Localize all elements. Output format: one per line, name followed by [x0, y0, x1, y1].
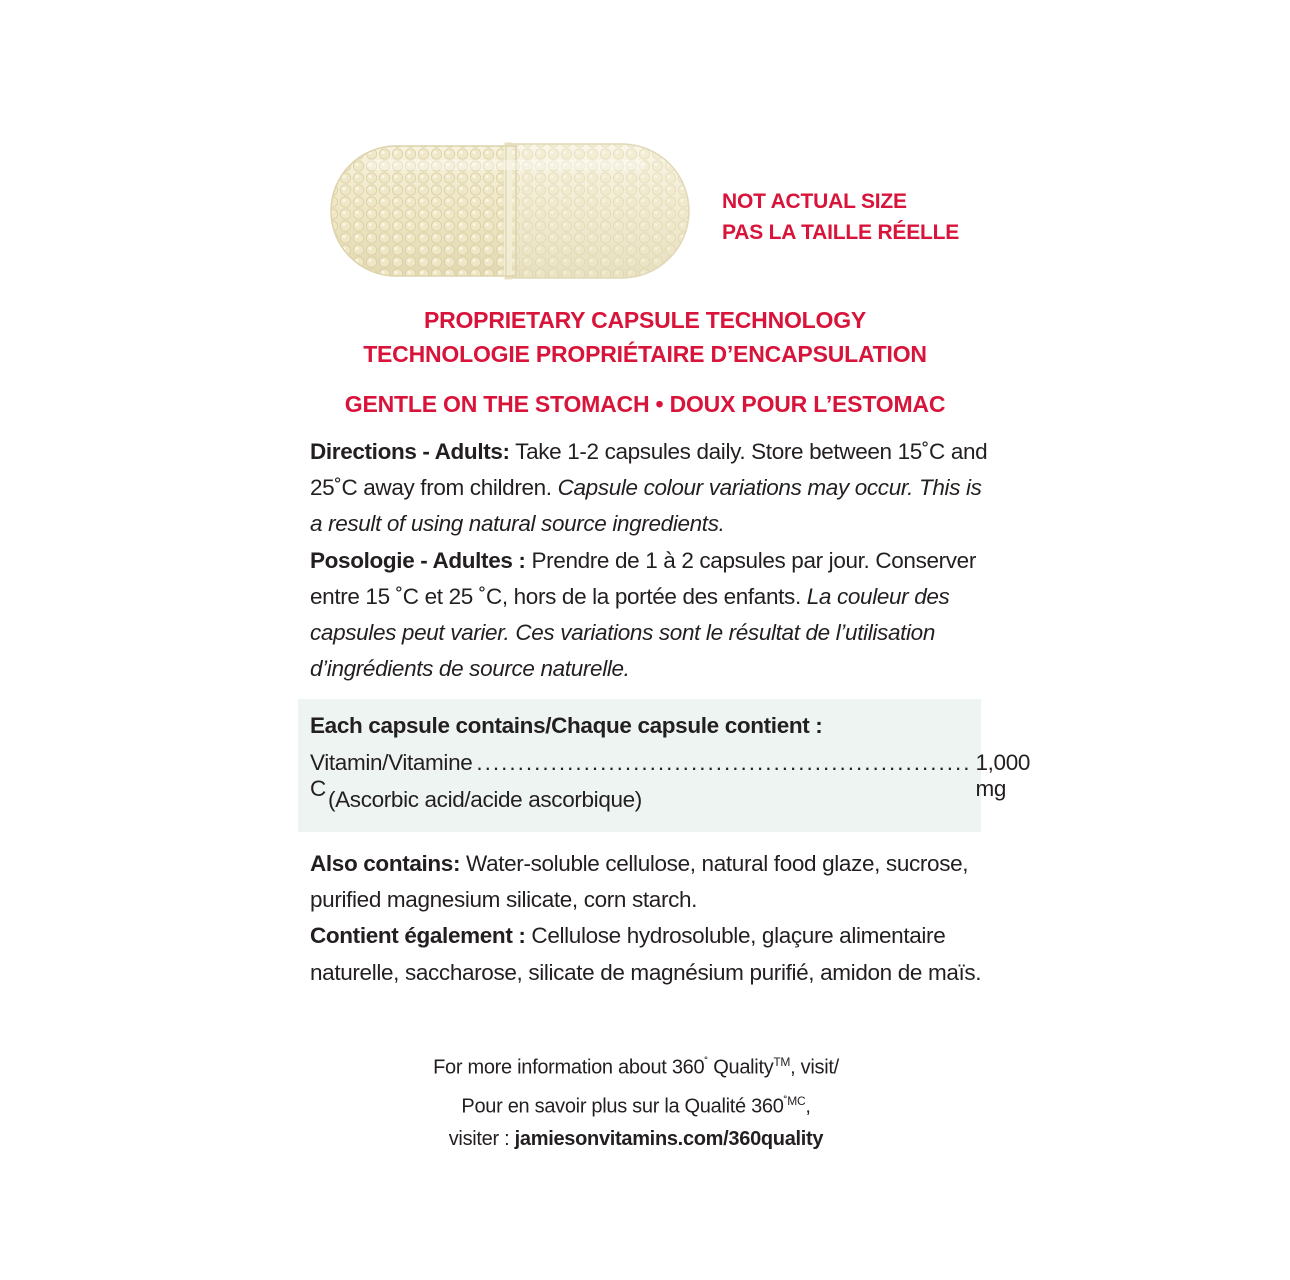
footer-text: Quality — [708, 1056, 774, 1079]
footer-text: , — [805, 1095, 811, 1118]
footer-line-1 — [0, 1046, 1272, 1085]
not-actual-size-note — [722, 186, 959, 248]
directions-section — [310, 434, 990, 687]
directions-en-italic: Capsule colour variations may occur. This is a result of using natural source ingredients. — [310, 475, 982, 537]
mc-mark: ˚MC — [783, 1093, 806, 1108]
footer-info — [0, 1046, 1272, 1156]
footer-text: visiter : — [448, 1128, 515, 1151]
footer-text: , visit/ — [790, 1056, 839, 1079]
footer-text: For more information about 360 — [433, 1056, 705, 1079]
website-link[interactable]: jamiesonvitamins.com/360quality — [514, 1128, 824, 1151]
technology-fr: TECHNOLOGIE PROPRIÉTAIRE D’ENCAPSULATION — [363, 341, 927, 367]
size-note-en: NOT ACTUAL SIZE — [722, 190, 907, 213]
technology-heading — [0, 303, 1290, 371]
directions-fr-italic: La couleur des capsules peut varier. Ces variations sont le résultat de l’utilisation d’ingrédients de source naturelle. — [310, 583, 950, 682]
contents-title: Each capsule contains/Chaque capsule contient : — [310, 713, 823, 738]
also-contains-section — [310, 846, 990, 991]
directions-fr-text: Prendre de 1 à 2 capsules par jour. Conserver entre 15 ˚C et 25 ˚C, hors de la portée des enfants. — [310, 547, 976, 609]
ingredient-amount: 1,000 mg — [975, 750, 1031, 801]
footer-text: Pour en savoir plus sur la Qualité 360 — [461, 1095, 784, 1118]
footer-line-3 — [0, 1123, 1272, 1156]
size-note-fr: PAS LA TAILLE RÉELLE — [722, 221, 960, 244]
capsule-image — [326, 136, 692, 286]
directions-en-label: Directions - Adults: — [310, 439, 510, 464]
also-en-text: Water-soluble cellulose, natural food glaze, sucrose, purified magnesium silicate, corn starch. — [310, 851, 969, 913]
dot-leader: ............................................................ — [476, 750, 972, 775]
degree-mark: ˚ — [704, 1055, 708, 1069]
also-en-label: Also contains: — [310, 851, 461, 876]
gentle-heading: GENTLE ON THE STOMACH • DOUX POUR L’ESTOMAC — [344, 391, 946, 417]
trademark-mark: TM — [773, 1055, 791, 1069]
contents-box — [298, 699, 1031, 832]
also-fr-label: Contient également : — [310, 923, 526, 949]
footer-line-2 — [0, 1085, 1272, 1124]
also-fr-text: Cellulose hydrosoluble, glaçure alimentaire naturelle, saccharose, silicate de magnésium purifié, amidon de maïs. — [310, 923, 982, 985]
ingredient-name: Vitamin/Vitamine C — [310, 750, 473, 801]
ingredient-subtitle: (Ascorbic acid/acide ascorbique) — [328, 787, 642, 812]
directions-en-text: Take 1-2 capsules daily. Store between 15˚C and 25˚C away from children. — [310, 439, 988, 501]
technology-en: PROPRIETARY CAPSULE TECHNOLOGY — [423, 307, 867, 333]
directions-fr-label: Posologie - Adultes : — [310, 547, 526, 573]
